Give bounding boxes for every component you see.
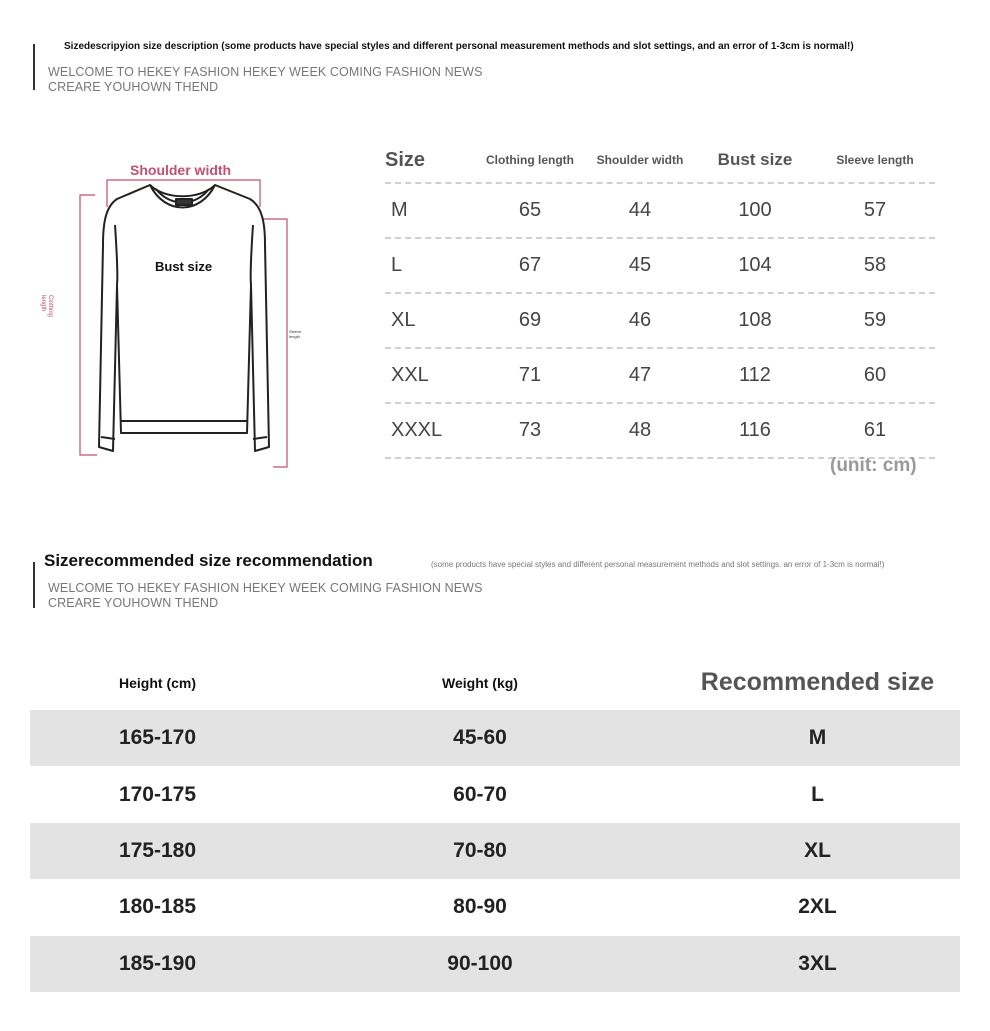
clothing-length-cell: 67 bbox=[518, 254, 542, 276]
sleeve-length-cell: 59 bbox=[863, 309, 887, 331]
shoulder-width-cell: 48 bbox=[628, 419, 652, 441]
table-row bbox=[385, 292, 935, 347]
size-recommendation-note: (some products have special styles and different personal measurement methods and slot settings. an error of 1-3cm is normal!) bbox=[431, 560, 885, 569]
recommended-size-cell: L bbox=[811, 782, 824, 806]
clothing-length-cell: 71 bbox=[518, 364, 542, 386]
size-cell: XXXL bbox=[391, 419, 443, 441]
section1-tagline bbox=[48, 65, 483, 95]
section2-divider bbox=[33, 562, 35, 608]
height-cell: 165-170 bbox=[118, 726, 197, 750]
table-row bbox=[385, 402, 935, 459]
size-description-heading: Sizedescripyion size description (some products have special styles and different personal measurement methods and slot settings, and an error of 1-3cm is normal!) bbox=[64, 41, 854, 52]
bust-size-cell: 108 bbox=[738, 309, 772, 331]
size-cell: XL bbox=[391, 309, 416, 331]
height-cell: 175-180 bbox=[118, 838, 197, 862]
section2-tagline bbox=[48, 581, 483, 611]
table-row bbox=[30, 936, 960, 992]
size-table-header bbox=[385, 138, 935, 182]
size-cell: M bbox=[391, 199, 408, 221]
size-cell: L bbox=[391, 254, 403, 276]
shoulder-width-cell: 47 bbox=[628, 364, 652, 386]
section1-divider bbox=[33, 44, 35, 90]
clothing-length-cell: 73 bbox=[518, 419, 542, 441]
table-row bbox=[385, 347, 935, 402]
header-sleeve-length: Sleeve length bbox=[836, 153, 914, 167]
shoulder-width-cell: 44 bbox=[628, 199, 652, 221]
table-row bbox=[30, 879, 960, 935]
table-row bbox=[30, 823, 960, 879]
weight-cell: 45-60 bbox=[453, 726, 507, 750]
tagline-line-1: WELCOME TO HEKEY FASHION HEKEY WEEK COMING FASHION NEWS bbox=[48, 581, 483, 595]
height-cell: 170-175 bbox=[118, 782, 197, 806]
recommended-size-cell: 2XL bbox=[798, 895, 837, 919]
shoulder-width-label: Shoulder width bbox=[130, 162, 232, 178]
recommendation-table-header bbox=[30, 655, 960, 710]
height-cell: 180-185 bbox=[118, 895, 197, 919]
sleeve-length-cell: 61 bbox=[863, 419, 887, 441]
tagline-line-2: CREARE YOUHOWN THEND bbox=[48, 596, 219, 610]
tagline-line-2: CREARE YOUHOWN THEND bbox=[48, 80, 219, 94]
bust-size-label: Bust size bbox=[155, 259, 213, 274]
weight-cell: 70-80 bbox=[453, 838, 507, 862]
clothing-length-cell: 65 bbox=[518, 199, 542, 221]
recommendation-table bbox=[30, 655, 960, 992]
header-bust-size: Bust size bbox=[717, 150, 793, 169]
table-row bbox=[30, 710, 960, 766]
bust-size-cell: 100 bbox=[738, 199, 772, 221]
clothing-length-label: Clothing length bbox=[40, 295, 53, 318]
bust-size-cell: 112 bbox=[739, 364, 771, 386]
header-height: Height (cm) bbox=[119, 674, 196, 691]
size-recommendation-title: Sizerecommended size recommendation bbox=[44, 551, 373, 570]
header-clothing-length: Clothing length bbox=[486, 153, 574, 167]
table-row bbox=[385, 237, 935, 292]
recommended-size-cell: 3XL bbox=[798, 951, 837, 975]
recommended-size-cell: M bbox=[808, 726, 827, 750]
weight-cell: 60-70 bbox=[453, 782, 507, 806]
height-cell: 185-190 bbox=[118, 951, 197, 975]
size-table bbox=[385, 138, 935, 459]
sleeve-length-cell: 58 bbox=[863, 254, 887, 276]
weight-cell: 80-90 bbox=[453, 895, 507, 919]
tagline-line-1: WELCOME TO HEKEY FASHION HEKEY WEEK COMING FASHION NEWS bbox=[48, 65, 483, 79]
shoulder-width-cell: 45 bbox=[628, 254, 652, 276]
header-size: Size bbox=[385, 148, 426, 171]
clothing-length-cell: 69 bbox=[518, 309, 542, 331]
size-cell: XXL bbox=[391, 364, 429, 386]
sweatshirt-diagram bbox=[40, 155, 315, 485]
bust-size-cell: 116 bbox=[739, 419, 771, 441]
table-row bbox=[385, 182, 935, 237]
weight-cell: 90-100 bbox=[447, 951, 513, 975]
header-weight: Weight (kg) bbox=[442, 674, 518, 691]
sleeve-length-cell: 60 bbox=[863, 364, 887, 386]
table-row bbox=[30, 766, 960, 822]
bust-size-cell: 104 bbox=[738, 254, 772, 276]
header-recommended-size: Recommended size bbox=[700, 668, 935, 696]
recommended-size-cell: XL bbox=[804, 838, 831, 862]
header-shoulder-width: Shoulder width bbox=[596, 153, 684, 167]
sweatshirt-illustration bbox=[55, 155, 315, 485]
unit-label: (unit: cm) bbox=[830, 455, 917, 476]
shoulder-width-cell: 46 bbox=[628, 309, 652, 331]
sleeve-length-label: Sleeve length bbox=[289, 329, 302, 339]
sleeve-length-cell: 57 bbox=[863, 199, 887, 221]
